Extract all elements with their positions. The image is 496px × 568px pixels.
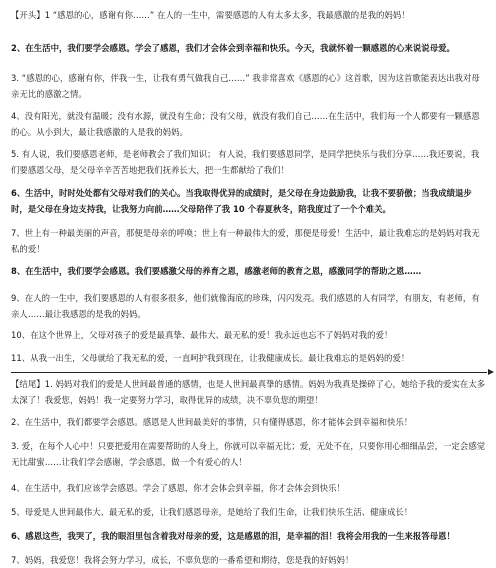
arrow-right-icon xyxy=(488,369,494,375)
section-divider xyxy=(11,372,487,373)
paragraph-ending-2: 2、在生活中，我们都要学会感恩。感恩是人世间最美好的事情，只有懂得感恩，你才能体会到幸福和快乐！ xyxy=(11,417,413,427)
paragraph-opening-11: 11、从我一出生，父母就给了我无私的爱，一直呵护我到现在，让我健康成长。最让我难忘的是妈妈的爱！ xyxy=(11,353,410,363)
paragraph-opening-10: 10、在这个世界上，父母对孩子的爱是最真挚、最伟大、最无私的爱！我永远也忘不了妈妈对我的爱！ xyxy=(11,330,393,340)
paragraph-ending-6: 6、感恩这些，我哭了，我的眼泪里包含着我对母亲的爱，这是感恩的泪，是幸福的泪！我将会用我的一生来报答母恩！ xyxy=(11,531,455,541)
paragraph-opening-9: 9、在人的一生中，我们要感恩的人有很多很多，他们就像海底的珍珠，闪闪发亮。我们感恩的人有同学，有朋友，有老师，有亲人……最让我感恩的是我的妈妈。 xyxy=(11,293,480,319)
paragraph-ending-4: 4、在生活中，我们应该学会感恩。学会了感恩，你才会体会到幸福，你才会体会到快乐！ xyxy=(11,483,345,493)
paragraph-opening-7: 7、世上有一种最美丽的声音，那便是母亲的呼唤；世上有一种最伟大的爱，那便是母爱！生活中，最让我难忘的是妈妈对我无私的爱！ xyxy=(11,228,480,254)
paragraph-ending-3: 3. 爱，在每个人心中！只要把爱用在需要帮助的人身上，你就可以幸福无比；爱，无处不在，只要你用心细细品尝，一定会感觉无比甜蜜……让我们学会感谢，学会感恩，做一个有爱心的人！ xyxy=(11,441,486,467)
paragraph-opening-1: 【开头】1 “感恩的心，感谢有你……” 在人的一生中，需要感恩的人有太多太多，我最感激的是我的妈妈！ xyxy=(11,10,410,20)
paragraph-opening-6: 6、生活中，时时处处都有父母对我们的关心。当我取得优异的成绩时，是父母在身边鼓励我，让我不要骄傲；当我成绩退步时，是父母在身边支持我，让我努力向前……父母陪伴了我 10 个春夏秋冬，陪我度过了一个个难关。 xyxy=(11,188,472,214)
paragraph-ending-1: 【结尾】1. 妈妈对我们的爱是人世间最普通的感情，也是人世间最真挚的感情。妈妈为我真是操碎了心，她给予我的爱实在太多太深了！我爱您，妈妈！我一定要努力学习，取得优异的成绩，决不辜负您的期望！ xyxy=(11,379,486,405)
paragraph-opening-3: 3. “感恩的心，感谢有你，伴我一生，让我有勇气做我自己……” 我非常喜欢《感恩的心》这首歌，因为这首歌能表达出我对母亲无比的感激之情。 xyxy=(11,73,480,99)
paragraph-opening-4: 4、没有阳光，就没有温暖；没有水源，就没有生命；没有父母，就没有我们自己……在生活中，我们每一个人都要有一颗感恩的心。从小到大，最让我感激的人是我的妈妈。 xyxy=(11,111,480,137)
paragraph-ending-7: 7、妈妈，我爱您！我将会努力学习，成长，不辜负您的一番希望和期待，您是我的好妈妈！ xyxy=(11,555,354,565)
paragraph-opening-8: 8、在生活中，我们要学会感恩。我们要感激父母的养育之恩，感激老师的教育之恩，感激同学的帮助之恩…… xyxy=(11,266,422,276)
paragraph-opening-5: 5. 有人说，我们要感恩老师，是老师教会了我们知识； 有人说，我们要感恩同学，是同学把快乐与我们分享……我还要说，我们要感恩父母，是父母辛辛苦苦地把我们抚养长大，把一生都献给了我们！ xyxy=(11,149,480,175)
paragraph-opening-2: 2、在生活中，我们要学会感恩。学会了感恩，我们才会体会到幸福和快乐。今天，我就怀着一颗感恩的心来说说母爱。 xyxy=(11,43,455,53)
paragraph-ending-5: 5、母爱是人世间最伟大、最无私的爱，让我们感恩母亲，是她给了我们生命，让我们快乐生活、健康成长！ xyxy=(11,507,413,517)
